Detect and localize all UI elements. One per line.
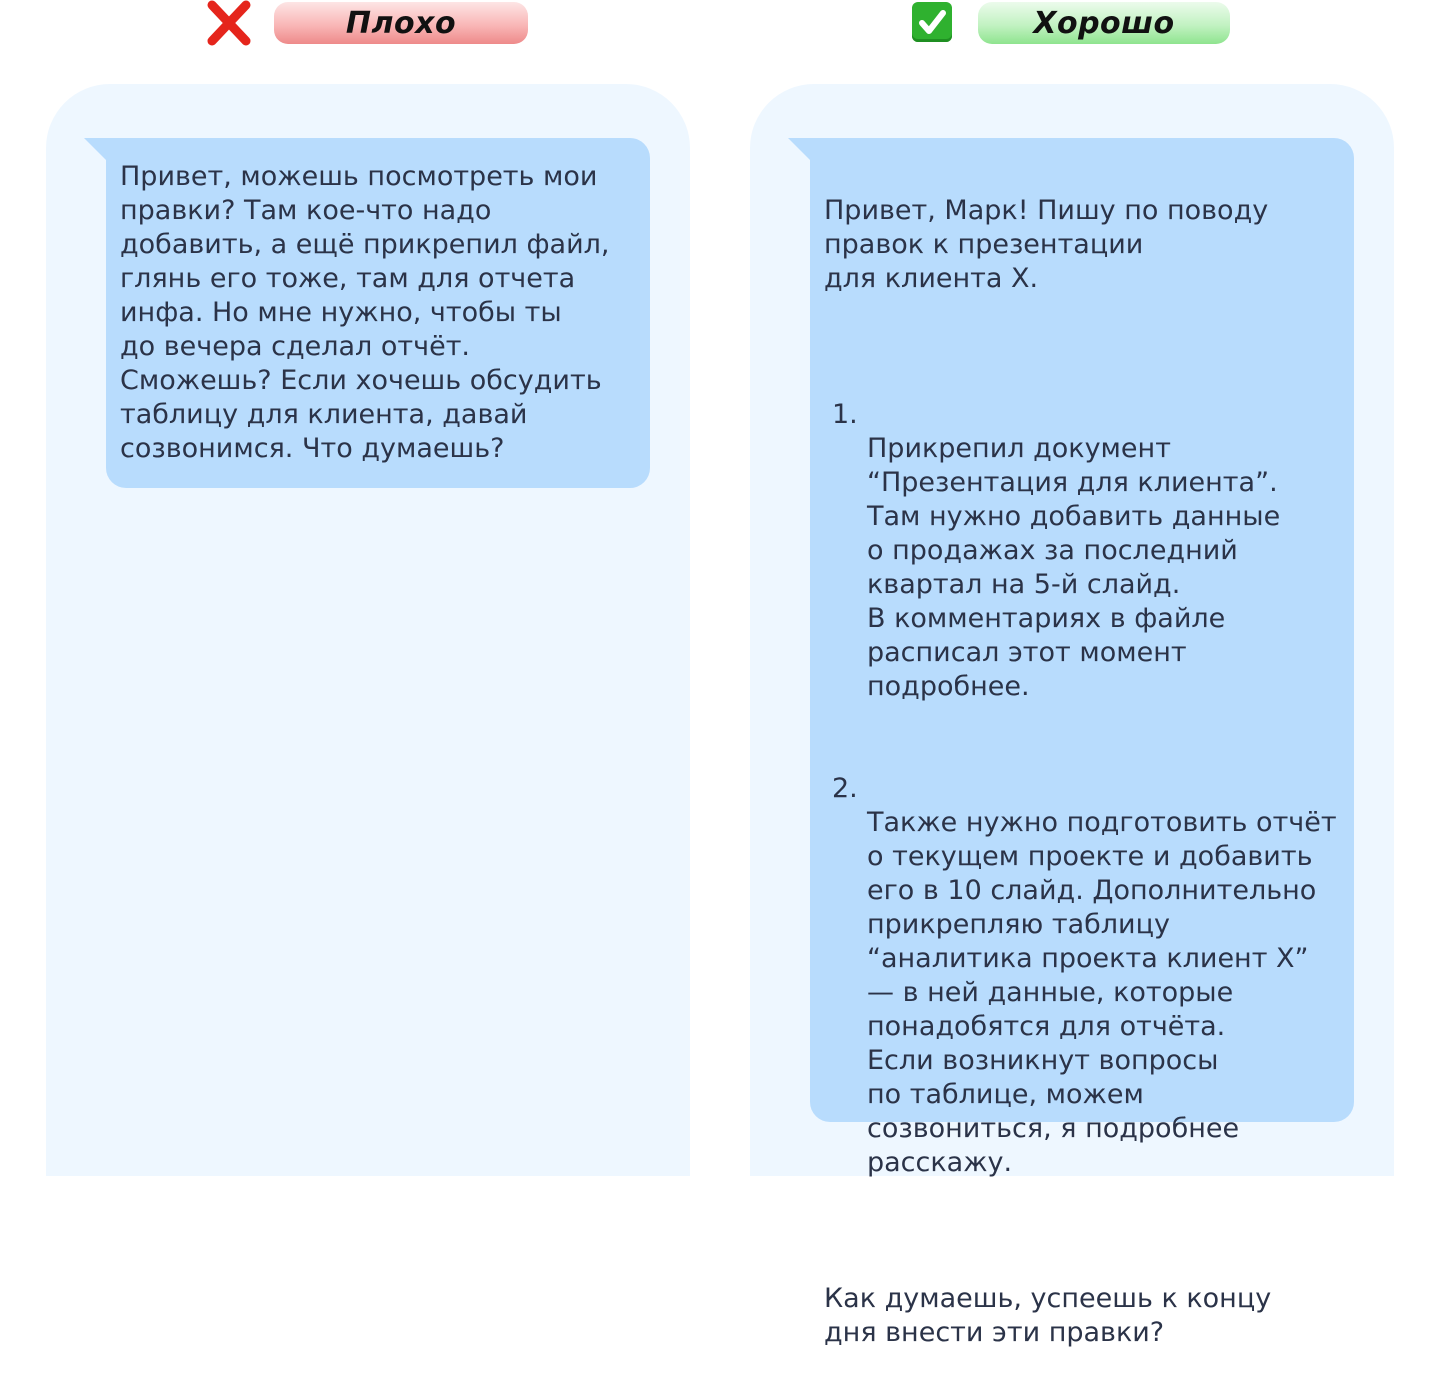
good-label: Хорошо	[978, 2, 1230, 44]
list-item-text: Также нужно подготовить отчёт о текущем проекте и добавить его в 10 слайд. Дополнительно прикрепляю таблицу “аналитика проекта клиент Х” — в ней данные, которые понадобятся для отчёта. Если возникнут вопросы по таблице, можем созвониться, я подробнее расскажу.	[867, 807, 1337, 1178]
list-item	[824, 772, 1342, 1180]
check-mark-icon	[908, 0, 958, 46]
list-item-number: 2.	[832, 773, 858, 804]
list-item	[824, 398, 1342, 704]
bad-example-panel	[46, 84, 690, 1176]
list-item-number: 1.	[832, 399, 858, 430]
message-outro: Как думаешь, успеешь к концу дня внести эти правки?	[824, 1283, 1272, 1348]
list-item-text: Прикрепил документ “Презентация для клиента”. Там нужно добавить данные о продажах за последний квартал на 5-й слайд. В комментариях в файле расписал этот момент подробнее.	[867, 433, 1281, 702]
bad-label: Плохо	[274, 2, 528, 44]
good-example-panel	[750, 84, 1394, 1348]
bad-message-bubble	[106, 138, 650, 488]
cross-mark-icon	[204, 0, 254, 46]
bad-message-text: Привет, можешь посмотреть мои правки? Там кое-что надо добавить, а ещё прикрепил файл, глянь его тоже, там для отчета инфа. Но мне нужно, чтобы ты до вечера сделал отчёт. Сможешь? Если хочешь обсудить таблицу для клиента, давай созвонимся. Что думаешь?	[120, 161, 610, 464]
message-list	[824, 364, 1342, 1248]
good-message-text	[824, 160, 1342, 1384]
message-intro: Привет, Марк! Пишу по поводу правок к презентации для клиента Х.	[824, 195, 1269, 294]
good-message-bubble	[810, 138, 1354, 1348]
